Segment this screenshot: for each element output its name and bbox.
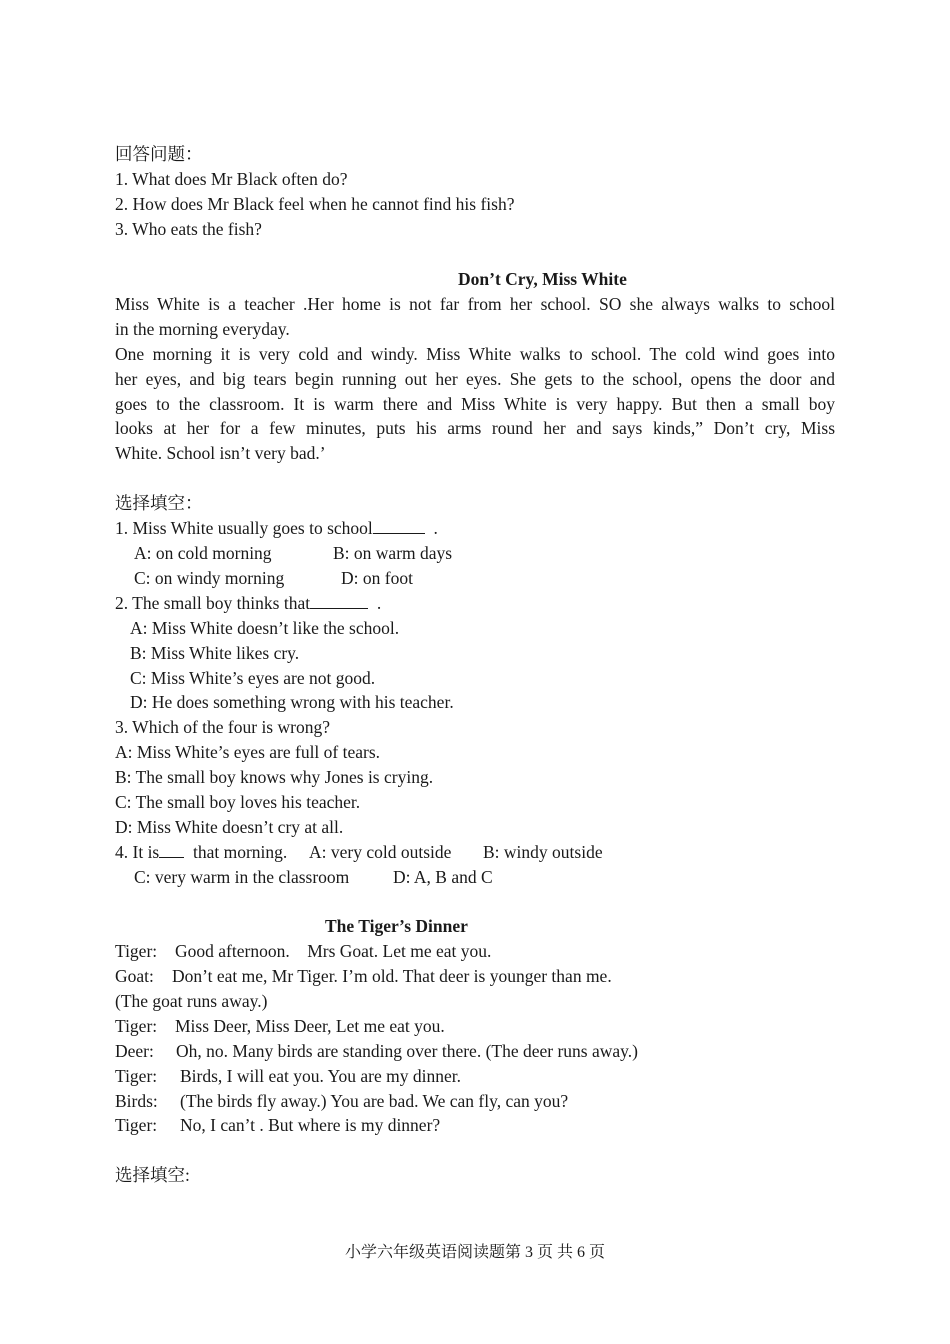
speaker: Tiger: (115, 1016, 158, 1036)
dialogue-line (115, 1039, 835, 1064)
dialogue-line (115, 1014, 835, 1039)
answer-blank (373, 516, 425, 534)
option-d: D: Miss White doesn’t cry at all. (115, 817, 344, 837)
speaker: Birds: (115, 1091, 158, 1111)
option-b: B: Miss White likes cry. (130, 643, 300, 663)
section-heading-multiple-choice: 选择填空： (115, 493, 203, 513)
page-footer: 小学六年级英语阅读题第 3 页 共 6 页 (344, 1244, 605, 1261)
question-end: . (376, 593, 382, 613)
option-a: A: very cold outside (309, 842, 452, 862)
section-heading-multiple-choice: 选择填空: (115, 1165, 190, 1185)
dialogue-line (115, 939, 835, 964)
option-c: C: very warm in the classroom (134, 867, 350, 887)
option-c: C: Miss White’s eyes are not good. (130, 668, 376, 688)
story-title: Don’t Cry, Miss White (458, 269, 627, 289)
story-line: Miss White is a teacher .Her home is not far from her school. SO she always walks to school (115, 294, 835, 314)
option-a: A: on cold morning (134, 543, 272, 563)
option-d: D: He does something wrong with his teacher. (130, 692, 454, 712)
line-text: (The birds fly away.) You are bad. We can fly, can you? (180, 1091, 569, 1111)
option-b: B: on warm days (333, 543, 453, 563)
speaker: Tiger: (115, 1115, 158, 1135)
line-text: No, I can’t . But where is my dinner? (180, 1115, 441, 1135)
line-text: Good afternoon. Mrs Goat. Let me eat you. (175, 941, 492, 961)
section-heading-answer-questions: 回答问题： (115, 144, 203, 164)
question-stem: 1. Miss White usually goes to school (115, 518, 373, 538)
story-line: goes to the classroom. It is warm there and Miss White is very happy. But then a small boy (115, 394, 835, 414)
question-line: 3. Who eats the fish? (115, 219, 262, 239)
question-stem: 4. It is (115, 842, 160, 862)
line-text: (The goat runs away.) (115, 991, 268, 1011)
dialogue-line (115, 1064, 835, 1089)
line-text: Miss Deer, Miss Deer, Let me eat you. (175, 1016, 445, 1036)
option-c: C: on windy morning (134, 568, 285, 588)
question-line: 1. What does Mr Black often do? (115, 169, 348, 189)
option-a: A: Miss White doesn’t like the school. (130, 618, 400, 638)
answer-blank (159, 840, 184, 858)
question-line: 2. How does Mr Black feel when he cannot find his fish? (115, 194, 515, 214)
option-b: B: windy outside (483, 842, 603, 862)
question-stem: 2. The small boy thinks that (115, 593, 311, 613)
question-3: 3. Which of the four is wrong? (115, 717, 330, 737)
option-row (134, 541, 854, 566)
speaker: Tiger: (115, 1066, 158, 1086)
question-2 (115, 591, 835, 616)
option-row (134, 566, 854, 591)
dialogue-line (115, 964, 835, 989)
speaker: Goat: (115, 966, 154, 986)
story-line: her eyes, and big tears begin running out her eyes. She gets to the school, opens the door and (115, 369, 835, 389)
dialogue-line (115, 1113, 835, 1138)
answer-blank (310, 591, 368, 609)
dialogue-line (115, 1089, 835, 1114)
speaker: Tiger: (115, 941, 158, 961)
option-c: C: The small boy loves his teacher. (115, 792, 361, 812)
story-line: looks at her for a few minutes, puts his arms round her and says kinds,” Don’t cry, Miss (115, 418, 835, 438)
option-row (134, 865, 854, 890)
story-line: White. School isn’t very bad.’ (115, 443, 326, 463)
question-4 (115, 840, 835, 865)
speaker: Deer: (115, 1041, 154, 1061)
option-b: B: The small boy knows why Jones is crying. (115, 767, 434, 787)
dialogue-line (115, 989, 835, 1014)
option-d: D: A, B and C (393, 867, 493, 887)
story-title: The Tiger’s Dinner (325, 916, 468, 936)
question-end: . (433, 518, 438, 538)
question-rest: that morning. (193, 842, 288, 862)
option-d: D: on foot (341, 568, 413, 588)
option-a: A: Miss White’s eyes are full of tears. (115, 742, 381, 762)
line-text: Oh, no. Many birds are standing over there. (The deer runs away.) (176, 1041, 638, 1061)
story-line: One morning it is very cold and windy. Miss White walks to school. The cold wind goes into (115, 344, 835, 364)
question-1 (115, 516, 835, 541)
line-text: Birds, I will eat you. You are my dinner. (180, 1066, 461, 1086)
story-line: in the morning everyday. (115, 319, 290, 339)
line-text: Don’t eat me, Mr Tiger. I’m old. That deer is younger than me. (172, 966, 612, 986)
